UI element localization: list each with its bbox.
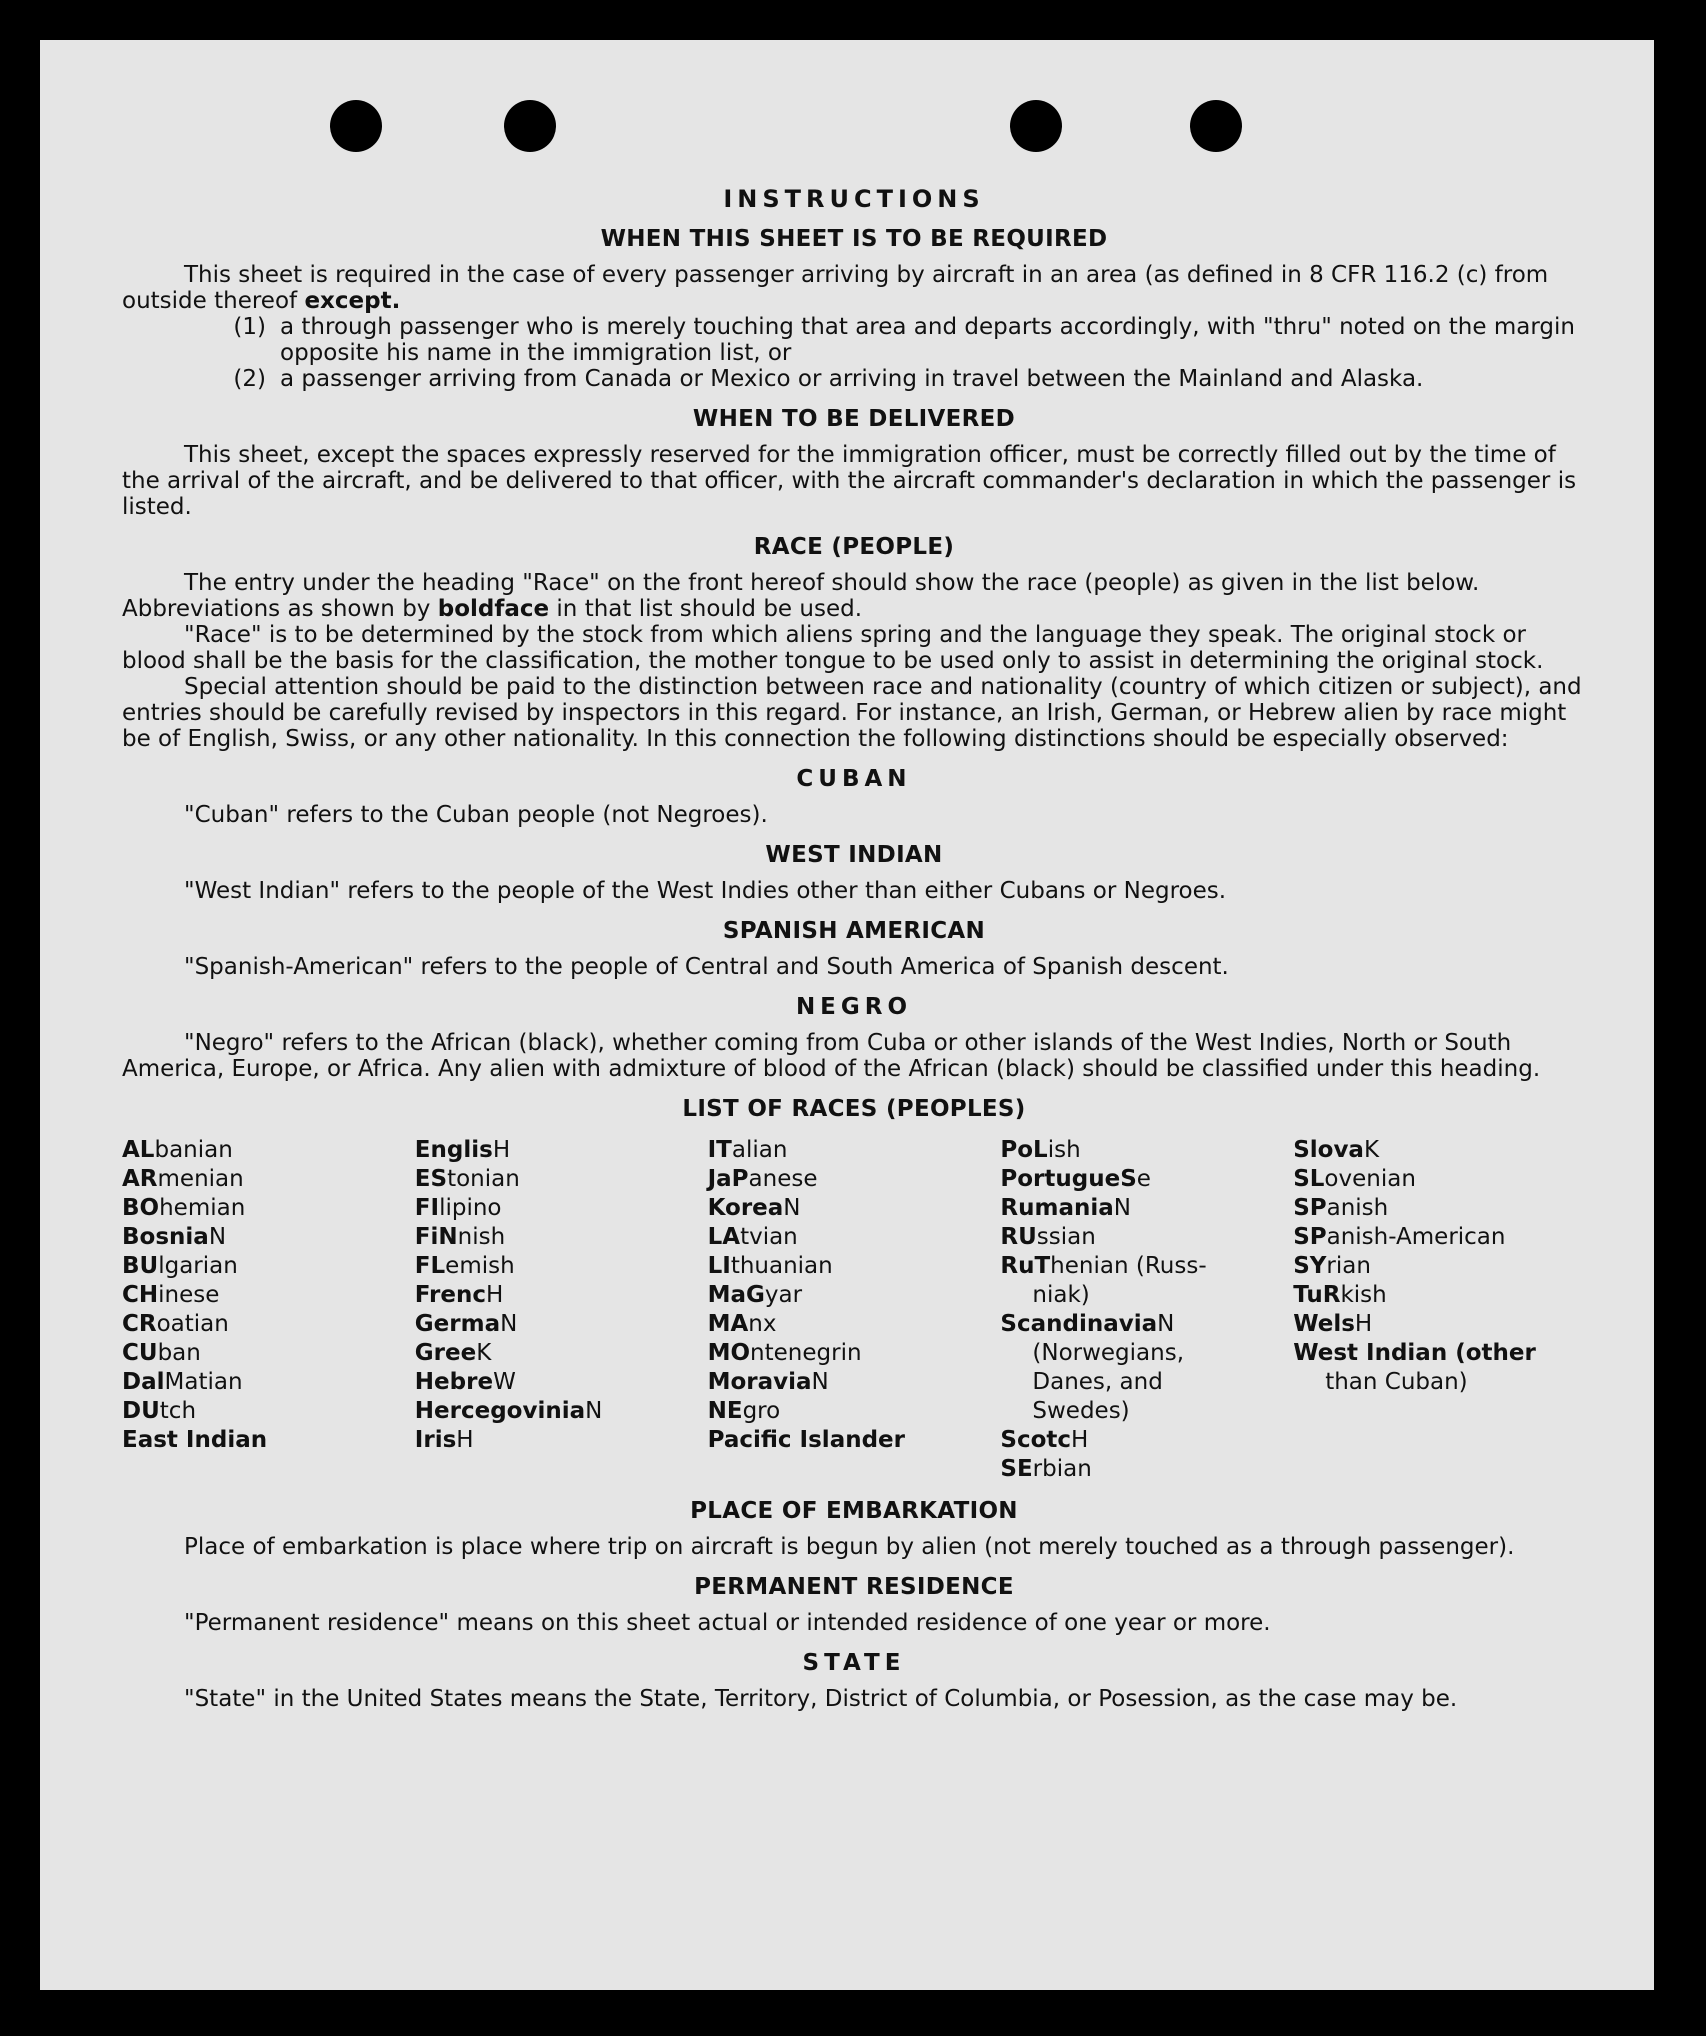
race-entry: than Cuban) <box>1325 1369 1468 1395</box>
race-entry: JaPanese <box>707 1166 818 1192</box>
race-entry: RUssian <box>1000 1224 1096 1250</box>
race-paragraph-2: "Race" is to be determined by the stock from which aliens spring and the language they speak. The original stock or blood shall be the basis for the classification, the mother tongue to be used only to assist in determining the original stock. <box>122 622 1544 674</box>
race-entry: MaGyar <box>707 1282 803 1308</box>
punch-hole <box>1010 100 1062 152</box>
state-text: "State" in the United States means the State, Territory, District of Columbia, or Posession, as the case may be. <box>184 1686 1458 1712</box>
heading-spanish-american: SPANISH AMERICAN <box>722 918 986 944</box>
heading-negro: NEGRO <box>795 994 913 1020</box>
race-entry: HercegoviniaN <box>414 1398 603 1424</box>
delivered-text: This sheet, except the spaces expressly reserved for the immigration officer, must be correctly filled out by the time of the arrival of the aircraft, and be delivered to that officer, with the aircraft commander's declaration in which the passenger is listed. <box>122 442 1577 520</box>
race-entry: SPanish <box>1293 1195 1389 1221</box>
negro-text: "Negro" refers to the African (black), whether coming from Cuba or other islands of the West Indies, North or South America, Europe, or Africa. Any alien with admixture of blood of the African (black) should be classified under this heading. <box>122 1030 1541 1082</box>
race-entry: CUban <box>122 1340 201 1366</box>
race-entry: TuRkish <box>1293 1282 1387 1308</box>
race-entry: MAnx <box>707 1311 777 1337</box>
race-entry: MoraviaN <box>707 1369 829 1395</box>
document-page <box>40 40 1654 1990</box>
residence-text: "Permanent residence" means on this sheet actual or intended residence of one year or more. <box>184 1610 1271 1636</box>
spanish-american-text: "Spanish-American" refers to the people of Central and South America of Spanish descent. <box>184 954 1229 980</box>
heading-cuban: CUBAN <box>796 766 912 792</box>
race-entry: BosniaN <box>122 1224 227 1250</box>
race-entry: Danes, and <box>1032 1369 1163 1395</box>
cuban-text: "Cuban" refers to the Cuban people (not Negroes). <box>184 802 768 828</box>
race-entry: DUtch <box>122 1398 197 1424</box>
race-entry: SLovenian <box>1293 1166 1416 1192</box>
races-column <box>122 1136 415 1484</box>
race-entry: West Indian (other <box>1293 1340 1536 1366</box>
race-entry: RumaniaN <box>1000 1195 1131 1221</box>
race-entry: FrencH <box>414 1282 504 1308</box>
race-paragraph-3: Special attention should be paid to the distinction between race and nationality (country of which citizen or subject), and entries should be carefully revised by inspectors in this regard. For instance, an Irish, German, or Hebrew alien by race might be of English, Swiss, or any other nationality. In this connection the following distinctions should be especially observed: <box>122 674 1582 752</box>
race-entry: GreeK <box>414 1340 492 1366</box>
races-column <box>1000 1136 1293 1484</box>
race-entry: FLemish <box>414 1253 515 1279</box>
race-entry: GermaN <box>414 1311 518 1337</box>
race-entry: SPanish-American <box>1293 1224 1506 1250</box>
races-column <box>415 1136 708 1484</box>
races-column <box>708 1136 1001 1484</box>
heading-state: STATE <box>802 1650 906 1676</box>
race-entry: ITalian <box>707 1137 788 1163</box>
race-entry: Swedes) <box>1032 1398 1130 1424</box>
heading-when-delivered: WHEN TO BE DELIVERED <box>692 406 1016 432</box>
race-entry: NEgro <box>707 1398 781 1424</box>
west-indian-text: "West Indian" refers to the people of the West Indies other than either Cubans or Negroes. <box>184 878 1227 904</box>
race-entry: SErbian <box>1000 1456 1092 1482</box>
race-entry: BUlgarian <box>122 1253 238 1279</box>
race-entry: LIthuanian <box>707 1253 833 1279</box>
page-title: INSTRUCTIONS <box>723 185 985 213</box>
race-entry: CHinese <box>122 1282 220 1308</box>
race-entry: ScandinaviaN <box>1000 1311 1175 1337</box>
race-entry: CRoatian <box>122 1311 229 1337</box>
race-entry: Pacific Islander <box>707 1427 905 1453</box>
heading-permanent-residence: PERMANENT RESIDENCE <box>694 1574 1014 1600</box>
instructions-body <box>122 186 1586 1712</box>
punch-hole <box>330 100 382 152</box>
race-entry: FIlipino <box>414 1195 502 1221</box>
required-intro: This sheet is required in the case of every passenger arriving by aircraft in an area (as defined in 8 CFR 116.2 (c) from outside thereof except. <box>122 262 1549 314</box>
race-paragraph-1: The entry under the heading "Race" on the front hereof should show the race (people) as given in the list below. Abbreviations as shown by boldface in that list should be used. <box>122 570 1480 622</box>
heading-race: RACE (PEOPLE) <box>753 534 955 560</box>
race-entry: FiNnish <box>414 1224 506 1250</box>
race-entry: ALbanian <box>122 1137 233 1163</box>
race-entry: ARmenian <box>122 1166 244 1192</box>
punch-hole <box>1190 100 1242 152</box>
races-list <box>122 1136 1586 1484</box>
race-entry: KoreaN <box>707 1195 801 1221</box>
heading-west-indian: WEST INDIAN <box>765 842 943 868</box>
race-entry: RuThenian (Russ- <box>1000 1253 1207 1279</box>
race-entry: MOntenegrin <box>707 1340 862 1366</box>
race-entry: SlovaK <box>1293 1137 1380 1163</box>
races-column <box>1293 1136 1586 1484</box>
embarkation-text: Place of embarkation is place where trip on aircraft is begun by alien (not merely touched as a through passenger). <box>184 1534 1515 1560</box>
race-entry: IrisH <box>414 1427 474 1453</box>
race-entry: East Indian <box>122 1427 268 1453</box>
race-entry: WelsH <box>1293 1311 1373 1337</box>
race-entry: ScotcH <box>1000 1427 1089 1453</box>
race-entry: SYrian <box>1293 1253 1371 1279</box>
race-entry: niak) <box>1032 1282 1090 1308</box>
race-entry: BOhemian <box>122 1195 246 1221</box>
heading-embarkation: PLACE OF EMBARKATION <box>690 1498 1018 1524</box>
list-item: (2) a passenger arriving from Canada or Mexico or arriving in travel between the Mainland and Alaska. <box>233 366 1424 392</box>
race-entry: EStonian <box>414 1166 520 1192</box>
race-entry: (Norwegians, <box>1032 1340 1185 1366</box>
race-entry: LAtvian <box>707 1224 798 1250</box>
race-entry: HebreW <box>414 1369 516 1395</box>
race-entry: EnglisH <box>414 1137 511 1163</box>
heading-list-of-races: LIST OF RACES (PEOPLES) <box>682 1096 1026 1122</box>
punch-hole <box>504 100 556 152</box>
list-item: (1) a through passenger who is merely touching that area and departs accordingly, with "thru" noted on the margin opposite his name in the immigration list, or <box>233 314 1575 366</box>
heading-when-required: WHEN THIS SHEET IS TO BE REQUIRED <box>600 226 1108 252</box>
race-entry: DalMatian <box>122 1369 243 1395</box>
race-entry: PortugueSe <box>1000 1166 1151 1192</box>
race-entry: PoLish <box>1000 1137 1081 1163</box>
